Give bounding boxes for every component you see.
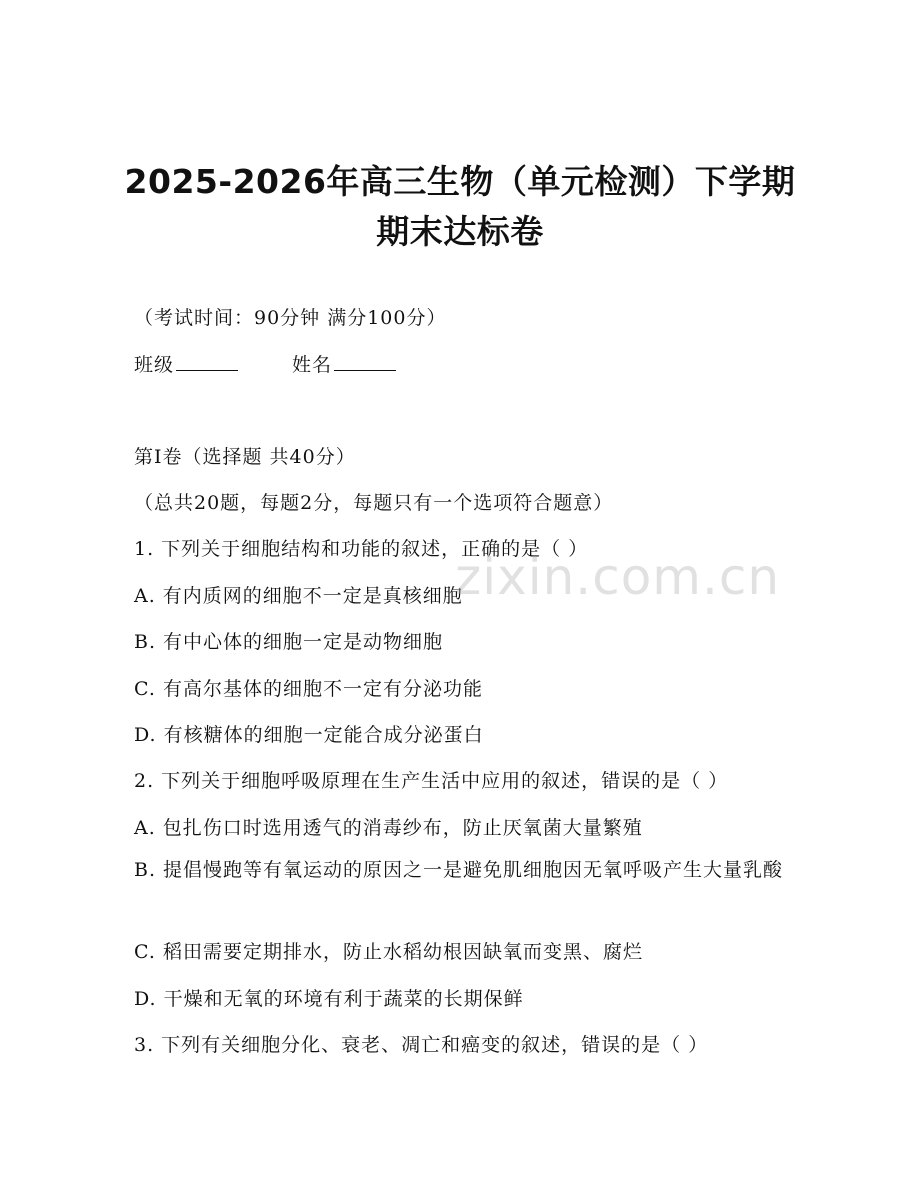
question-1-option-d: D. 有核糖体的细胞一定能合成分泌蛋白	[134, 724, 484, 746]
exam-info: （考试时间：90分钟 满分100分）	[134, 307, 447, 329]
document-title-line2: 期末达标卷	[376, 212, 544, 251]
section-heading: 第I卷（选择题 共40分）	[134, 446, 356, 468]
question-2-option-b: B. 提倡慢跑等有氧运动的原因之一是避免肌细胞因无氧呼吸产生大量乳酸	[134, 859, 784, 881]
question-1-stem: 1. 下列关于细胞结构和功能的叙述，正确的是（ ）	[134, 538, 589, 560]
question-2-option-a: A. 包扎伤口时选用透气的消毒纱布，防止厌氧菌大量繁殖	[134, 817, 643, 839]
question-1-option-b: B. 有中心体的细胞一定是动物细胞	[134, 631, 444, 653]
name-label: 姓名	[292, 354, 333, 376]
class-label: 班级	[134, 354, 175, 376]
question-1-option-c: C. 有高尔基体的细胞不一定有分泌功能	[134, 678, 483, 700]
question-1-option-a: A. 有内质网的细胞不一定是真核细胞	[134, 585, 463, 607]
name-blank	[334, 354, 396, 371]
class-blank	[176, 354, 238, 371]
question-3-stem: 3. 下列有关细胞分化、衰老、凋亡和癌变的叙述，错误的是（ ）	[134, 1034, 709, 1056]
question-2-option-d: D. 干燥和无氧的环境有利于蔬菜的长期保鲜	[134, 988, 524, 1010]
question-2-option-c: C. 稻田需要定期排水，防止水稻幼根因缺氧而变黑、腐烂	[134, 941, 643, 963]
student-info	[134, 350, 396, 377]
section-instructions: （总共20题，每题2分，每题只有一个选项符合题意）	[134, 492, 614, 514]
document-title-line1: 2025-2026年高三生物（单元检测）下学期	[124, 162, 796, 201]
question-2-stem: 2. 下列关于细胞呼吸原理在生产生活中应用的叙述，错误的是（ ）	[134, 770, 729, 792]
watermark: zixin.com.cn	[455, 548, 781, 606]
